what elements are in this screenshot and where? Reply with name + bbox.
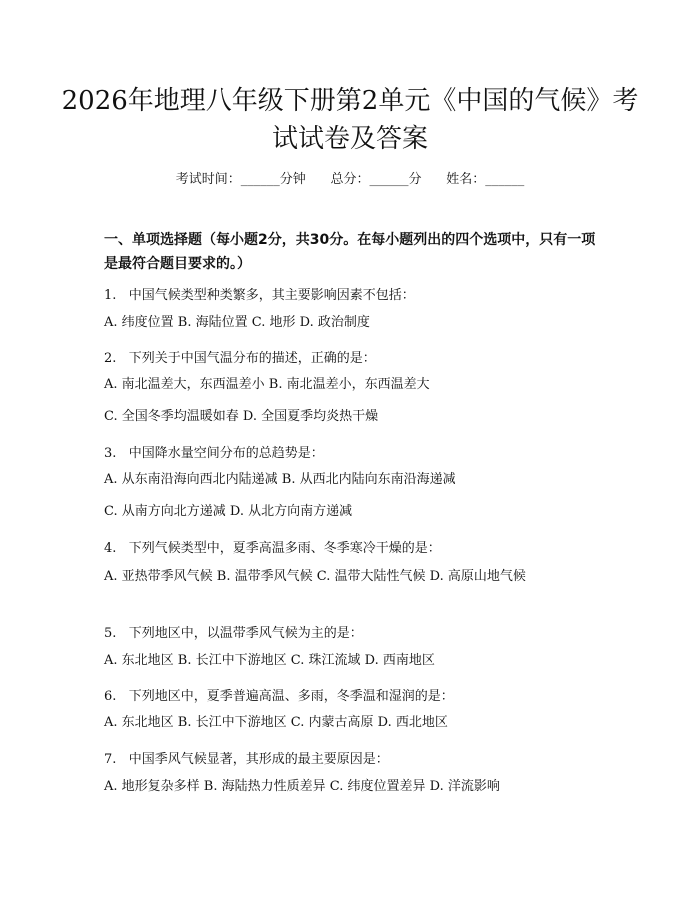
question-3: 3. 中国降水量空间分布的总趋势是： bbox=[104, 446, 324, 461]
exam-title: 2026年地理八年级下册第2单元《中国的气候》考试试卷及答案 bbox=[61, 86, 639, 154]
question-3-options-ab: A. 从东南沿海向西北内陆递减 B. 从西北内陆向东南沿海递减 bbox=[104, 472, 456, 487]
question-7: 7. 中国季风气候显著，其形成的最主要原因是： bbox=[104, 752, 389, 767]
question-4-options: A. 亚热带季风气候 B. 温带季风气候 C. 温带大陆性气候 D. 高原山地气候 bbox=[104, 569, 526, 584]
question-1: 1. 中国气候类型种类繁多，其主要影响因素不包括： bbox=[104, 288, 415, 303]
question-6-options: A. 东北地区 B. 长江中下游地区 C. 内蒙古高原 D. 西北地区 bbox=[104, 715, 448, 730]
question-5: 5. 下列地区中，以温带季风气候为主的是： bbox=[104, 626, 363, 641]
question-4: 4. 下列气候类型中，夏季高温多雨、冬季寒冷干燥的是： bbox=[104, 541, 441, 556]
question-3-options-cd: C. 从南方向北方递减 D. 从北方向南方递减 bbox=[104, 504, 353, 519]
question-2-options-cd: C. 全国冬季均温暖如春 D. 全国夏季均炎热干燥 bbox=[104, 409, 379, 424]
exam-info-line: 考试时间：______分钟 总分：______分 姓名：______ bbox=[175, 172, 525, 187]
question-6: 6. 下列地区中，夏季普遍高温、多雨，冬季温和湿润的是： bbox=[104, 689, 454, 704]
question-5-options: A. 东北地区 B. 长江中下游地区 C. 珠江流域 D. 西南地区 bbox=[104, 653, 435, 668]
question-2-options-ab: A. 南北温差大，东西温差小 B. 南北温差小，东西温差大 bbox=[104, 377, 430, 392]
question-7-options: A. 地形复杂多样 B. 海陆热力性质差异 C. 纬度位置差异 D. 洋流影响 bbox=[104, 779, 500, 794]
question-2: 2. 下列关于中国气温分布的描述，正确的是： bbox=[104, 351, 376, 366]
section-heading: 一、单项选择题（每小题2分，共30分。在每小题列出的四个选项中，只有一项是最符合题目要求的。） bbox=[104, 232, 596, 272]
question-1-options: A. 纬度位置 B. 海陆位置 C. 地形 D. 政治制度 bbox=[104, 315, 370, 330]
